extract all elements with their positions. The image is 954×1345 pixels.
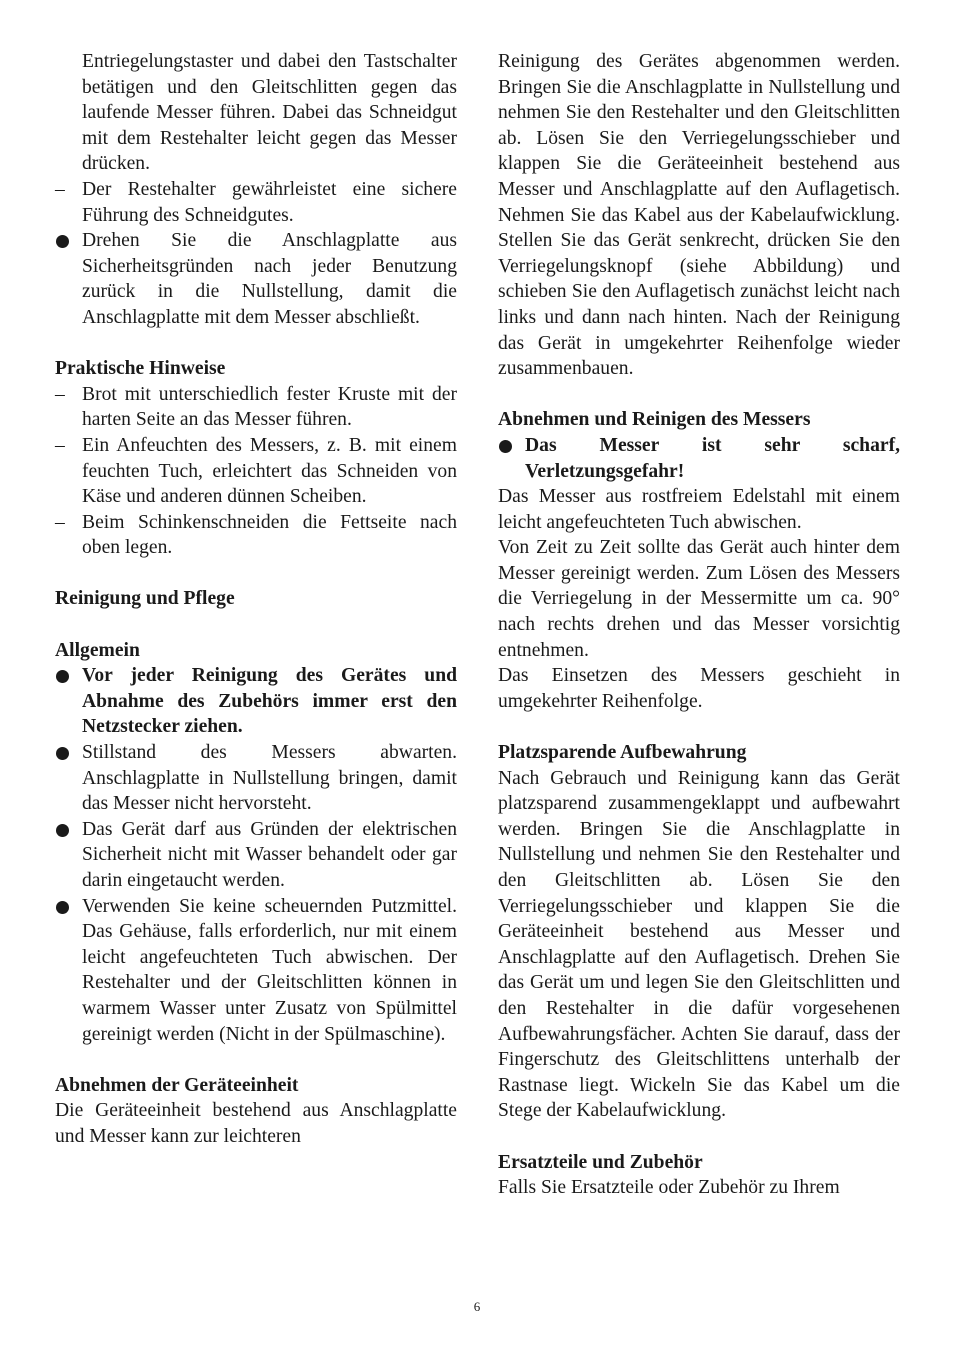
right-column bbox=[498, 49, 900, 1201]
bullet-item bbox=[55, 663, 457, 740]
heading-allgemein: Allgemein bbox=[55, 639, 140, 661]
bullet-item-text: Stillstand des Messers abwarten. Anschlagplatte in Nullstellung bringen, damit das Messer nicht hervorsteht. bbox=[82, 742, 457, 815]
bullet-icon bbox=[55, 894, 82, 922]
tip-text: Beim Schinkenschneiden die Fettseite nach oben legen. bbox=[82, 511, 457, 559]
dash-item-text: Der Restehalter gewährleistet eine sichere Führung des Schneidgutes. bbox=[82, 178, 457, 226]
left-column bbox=[55, 49, 457, 1150]
heading-abnehmen-und-reinigen-des-messers: Abnehmen und Reinigen des Messers bbox=[498, 409, 811, 431]
bullet-item bbox=[55, 817, 457, 894]
warning-item bbox=[498, 433, 900, 484]
heading-ersatzteile-und-zubehoer: Ersatzteile und Zubehör bbox=[498, 1151, 703, 1173]
heading-abnehmen-der-geraeteeinheit: Abnehmen der Geräteeinheit bbox=[55, 1074, 299, 1096]
bullet-icon bbox=[55, 740, 82, 768]
dash-item bbox=[55, 177, 457, 228]
tip-item bbox=[55, 382, 457, 433]
tip-text: Ein Anfeuchten des Messers, z. B. mit einem feuchten Tuch, erleichtert das Schneiden von Käse und anderen dünnen Scheiben. bbox=[82, 434, 457, 508]
bullet-item-text: Verwenden Sie keine scheuernden Putzmittel. Das Gehäuse, falls erforderlich, nur mit einem leicht angefeuchteten Tuch abwischen. Der Restehalter und der Gleitschlitten können in warmem Wasser unter Zusatz von Spülmittel gereinigt werden (Nicht in der Spülmaschine). bbox=[82, 895, 457, 1045]
dash-marker: – bbox=[55, 178, 65, 200]
heading-praktische-hinweise: Praktische Hinweise bbox=[55, 358, 226, 380]
warning-text: Das Messer ist sehr scharf, Verletzungsgefahr! bbox=[525, 434, 900, 482]
continued-paragraph: Entriegelungstaster und dabei den Tastschalter betätigen und den Gleitschlitten gegen das laufende Messer führen. Dabei das Schneidgut mit dem Restehalter leicht gegen das Messer drücken. bbox=[82, 51, 457, 175]
bullet-item bbox=[55, 228, 457, 330]
dash-marker: – bbox=[55, 511, 65, 533]
bullet-icon bbox=[498, 433, 525, 461]
body-paragraph: Nach Gebrauch und Reinigung kann das Gerät platzsparend zusammengeklappt und aufbewahrt werden. Bringen Sie die Anschlagplatte in Nullstellung und nehmen Sie den Restehalter und den Gleitschlitten ab. Lösen Sie den Verriegelungsschieber und klappen Sie die Geräteeinheit bestehend aus Messer und Anschlagplatte auf den Auflagetisch. Drehen Sie das Gerät um und legen Sie den Gleitschlitten und den Restehalter in die dafür vorgesehenen Aufbewahrungsfächer. Achten Sie darauf, dass der Fingerschutz des Gleitschlittens unterhalb der Rastnase liegt. Wickeln Sie das Kabel um die Stege der Kabelaufwicklung. bbox=[498, 767, 900, 1122]
body-paragraph: Das Messer aus rostfreiem Edelstahl mit einem leicht angefeuchteten Tuch abwischen. bbox=[498, 486, 900, 533]
body-paragraph: Das Einsetzen des Messers geschieht in umgekehrter Reihenfolge. bbox=[498, 665, 900, 712]
heading-platzsparende-aufbewahrung: Platzsparende Aufbewahrung bbox=[498, 742, 747, 764]
bullet-icon bbox=[55, 228, 82, 256]
bullet-item-text: Das Gerät darf aus Gründen der elektrischen Sicherheit nicht mit Wasser behandelt oder gar darin eingetaucht werden. bbox=[82, 818, 457, 891]
page-number: 6 bbox=[473, 1299, 481, 1314]
bullet-item bbox=[55, 894, 457, 1048]
bullet-icon bbox=[55, 663, 82, 691]
tip-item bbox=[55, 433, 457, 510]
body-paragraph: Von Zeit zu Zeit sollte das Gerät auch hinter dem Messer gereinigt werden. Zum Lösen des Messers die Verriegelung in der Messermitte um ca. 90° nach rechts drehen und das Messer vorsichtig entnehmen. bbox=[498, 537, 900, 661]
continued-paragraph: Reinigung des Gerätes abgenommen werden. Bringen Sie die Anschlagplatte in Nullstellung und nehmen Sie den Restehalter und den Gleitschlitten ab. Lösen Sie den Verriegelungsschieber und klappen Sie die Geräteeinheit bestehend aus Messer und Anschlagplatte auf den Auflagetisch. Nehmen Sie das Kabel aus der Kabelaufwicklung. Stellen Sie das Gerät senkrecht, drücken Sie den Verriegelungsknopf (siehe Abbildung) und schieben Sie den Auflagetisch zunächst leicht nach links und dann nach hinten. Nach der Reinigung das Gerät in umgekehrter Reihenfolge wieder zusammenbauen. bbox=[498, 51, 900, 380]
body-paragraph: Die Geräteeinheit bestehend aus Anschlagplatte und Messer kann zur leichteren bbox=[55, 1100, 457, 1147]
tip-text: Brot mit unterschiedlich fester Kruste mit der harten Seite an das Messer führen. bbox=[82, 383, 457, 431]
body-paragraph: Falls Sie Ersatzteile oder Zubehör zu Ihrem bbox=[498, 1177, 840, 1199]
bullet-icon bbox=[55, 817, 82, 845]
bullet-item bbox=[55, 740, 457, 817]
heading-reinigung-und-pflege: Reinigung und Pflege bbox=[55, 588, 235, 610]
bullet-item-text: Drehen Sie die Anschlagplatte aus Sicherheitsgründen nach jeder Benutzung zurück in die Nullstellung, damit die Anschlagplatte mit dem Messer abschließt. bbox=[82, 230, 457, 328]
dash-marker: – bbox=[55, 383, 65, 405]
bullet-item-text-bold: Vor jeder Reinigung des Gerätes und Abnahme des Zubehörs immer erst den Netzstecker ziehen. bbox=[82, 665, 457, 738]
tip-item bbox=[55, 510, 457, 561]
dash-marker: – bbox=[55, 434, 65, 456]
